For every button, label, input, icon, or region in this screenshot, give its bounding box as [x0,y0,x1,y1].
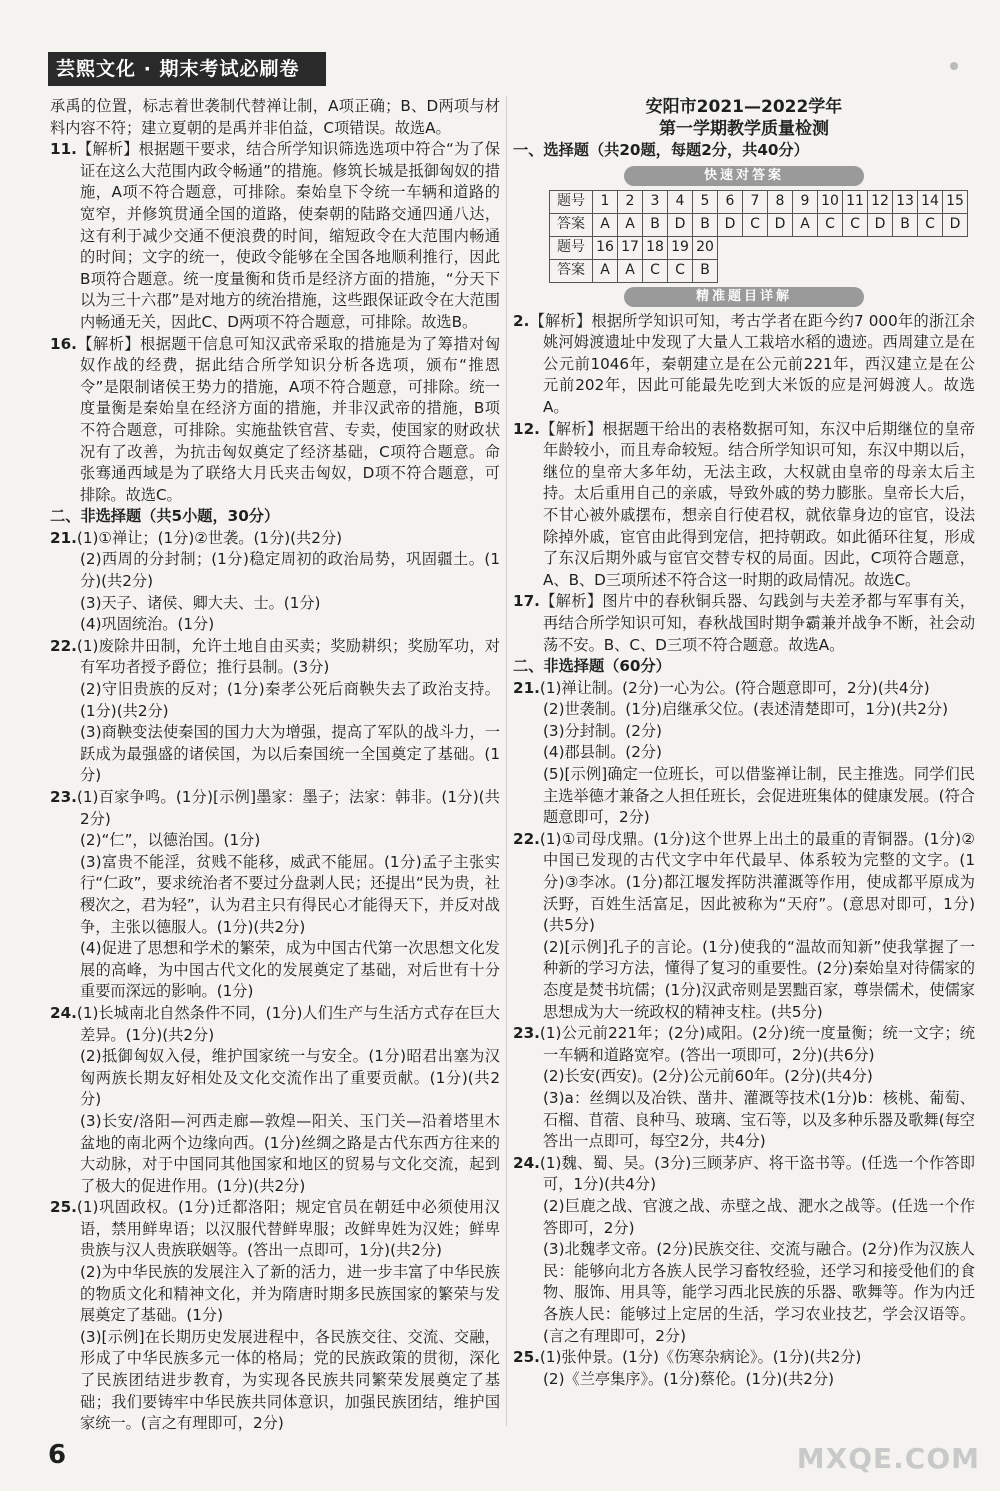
answer-subitem: (3)a：丝绸以及冶铁、凿井、灌溉等技术(1分)b：核桃、葡萄、石榴、苜蓿、良种马、玻璃、宝石等，以及多种乐器及歌舞(每空答出一点即可，每空2分，共4分) [543,1088,975,1151]
answer-table-cell: 7 [743,190,768,213]
answer-text: (1)百家争鸣。(1分)[示例]墨家：墨子；法家：韩非。(1分)(共2分) [76,788,500,828]
answer-text: (1)公元前221年；(2分)咸阳。(2分)统一度量衡；统一文字；统一车辆和道路宽窄。(答出一项即可，2分)(共6分) [539,1024,975,1064]
answer-subitem: (4)促进了思想和学术的繁荣，成为中国古代第一次思想文化发展的高峰，为中国古代文化的发展奠定了基础，对后世有十分重要而深远的影响。(1分) [80,939,500,1001]
watermark: MXQE.COM [796,1442,980,1475]
answer-subitem: (2)巨鹿之战、官渡之战、赤壁之战、淝水之战等。(任选一个作答即可，2分) [543,1196,975,1237]
answer-table-cell: D [718,213,743,236]
answer-table-cell: 9 [793,190,818,213]
answer-table-cell: C [643,259,668,282]
answer-table-cell: 18 [643,236,668,259]
exam-title-line2: 第一学期教学质量检测 [659,119,829,139]
answer-text: 【解析】根据题干信息可知汉武帝采取的措施是为了筹措对匈奴作战的经费，据此结合所学知识分析各选项，颁布“推恩令”是限制诸侯王势力的措施，A项不符合题意，可排除。统一度量衡是秦始皇在经济方面的措施，并非汉武帝的措施，B项不符合题意，可排除。实施盐铁官营、专卖，使国家的财政状况有了改善，为抗击匈奴奠定了经济基础，C项符合题意。命张骞通西域是为了联络大月氏夹击匈奴，D项不符合题意，可排除。故选C。 [76,334,500,504]
answer-table-row [550,236,968,259]
answer-table-cell: C [668,259,693,282]
answer-table-cell: C [918,213,943,236]
answer-subitem: (3)长安/洛阳—河西走廊—敦煌—阳关、玉门关—沿着塔里木盆地的南北两个边缘向西。(1分)丝绸之路是古代东西方往来的大动脉，对于中国同其他国家和地区的贸易与文化交流，起到了极大的促进作用。(1分)(共2分) [80,1111,500,1195]
answer-table-cell: 5 [693,190,718,213]
answer-table-cell: 8 [768,190,793,213]
answer-table-cell: 14 [918,190,943,213]
answer-item [50,787,500,830]
answer-table-cell: 10 [818,190,843,213]
answer-table-cell: 11 [843,190,868,213]
answer-table-cell: D [668,213,693,236]
answer-subitem: (2)为中华民族的发展注入了新的活力，进一步丰富了中华民族的物质文化和精神文化，并为隋唐时期多民族国家的繁荣与发展奠定了基础。(1分) [80,1263,500,1325]
answer-text: 【解析】根据所学知识可知，考古学者在距今约7 000年的浙江余姚河姆渡遗址中发现了大量人工栽培水稻的遗迹。西周建立是在公元前1046年，秦朝建立是在公元前221年，西汉建立是在公元前202年，因此可能最先吃到大米饭的应是河姆渡人。故选A。 [529,311,975,416]
question-number: 16. [50,334,77,353]
answer-subitem: (2)西周的分封制；(1分)稳定周初的政治局势，巩固疆土。(1分)(共2分) [80,550,500,591]
page-number: 6 [48,1440,67,1470]
answer-table-row [550,259,968,282]
answer-table-cell: A [618,213,643,236]
answer-table-cell: 20 [693,236,718,259]
question-number: 25. [513,1348,540,1367]
answer-table [549,190,968,283]
answer-table-cell: C [818,213,843,236]
answer-subitem: (2)守旧贵族的反对；(1分)秦孝公死后商鞅失去了政治支持。(1分)(共2分) [80,680,500,720]
exam-title-line1: 安阳市2021—2022学年 [645,97,843,117]
answer-subitem: (3)分封制。(2分) [543,721,662,740]
question-number: 22. [50,636,77,655]
answer-table-cell: C [743,213,768,236]
answer-table-cell: 16 [593,236,618,259]
answer-table-cell: A [593,259,618,282]
answer-table-cell: A [793,213,818,236]
answer-table-row [550,190,968,213]
answer-subitem: (2)世袭制。(1分)启继承父位。(表述清楚即可，1分)(共2分) [543,700,948,719]
answer-table-label: 题号 [550,236,593,259]
answer-table-cell: B [693,259,718,282]
answer-table-cell: A [618,259,643,282]
answer-item [513,591,975,656]
answer-subitem: (3)富贵不能淫，贫贱不能移，威武不能屈。(1分)孟子主张实行“仁政”，要求统治者不要过分盘剥人民；还提出“民为贵，社稷次之，君为轻”，认为君主只有得民心才能得天下，并反对战争，主张以德服人。(1分)(共2分) [80,852,500,936]
question-number: 24. [50,1003,77,1022]
question-number: 11. [50,140,77,159]
answer-subitem: (2)[示例]孔子的言论。(1分)使我的“温故而知新”使我掌握了一种新的学习方法，懂得了复习的重要性。(2分)秦始皇对待儒家的态度是焚书坑儒；(1分)汉武帝则是罢黜百家，尊崇儒术，使儒家思想成为大一统政权的精神支柱。(共5分) [543,937,975,1021]
answer-table-cell: 13 [893,190,918,213]
answer-item [50,636,500,679]
answer-text: (1)巩固政权。(1分)迁都洛阳；规定官员在朝廷中必须使用汉语，禁用鲜卑语；以汉服代替鲜卑服；改鲜卑姓为汉姓；鲜卑贵族与汉人贵族联姻等。(答出一点即可，1分)(共2分) [76,1198,500,1260]
answer-item [50,139,500,333]
decorative-dot-icon [950,62,958,70]
answer-subitem: (4)巩固统治。(1分) [80,615,215,634]
answer-table-cell: D [868,213,893,236]
answer-table-cell: 2 [618,190,643,213]
answer-item [50,334,500,507]
question-number: 21. [513,678,540,697]
answer-table-cell: 6 [718,190,743,213]
question-number: 22. [513,829,540,848]
answer-table-cell: 12 [868,190,893,213]
answer-subitem: (5)[示例]确定一位班长，可以借鉴禅让制，民主推选。同学们民主选举德才兼备之人担任班长，会促进班集体的健康发展。(符合题意即可，2分) [543,765,975,827]
answer-table-label: 答案 [550,259,593,282]
question-number: 23. [513,1024,540,1043]
answer-table-cell: 17 [618,236,643,259]
question-number: 2. [513,311,530,330]
answer-text: (1)魏、蜀、吴。(3分)三顾茅庐、将干盗书等。(任选一个作答即可，1分)(共4分) [539,1153,975,1194]
answer-table-cell: 19 [668,236,693,259]
answer-table-cell: 15 [943,190,968,213]
answer-item [513,1347,975,1369]
answer-table-cell: B [893,213,918,236]
section-heading: 二、非选择题（共5小题，30分） [50,507,280,526]
answer-item [513,311,975,419]
answer-table-label: 答案 [550,213,593,236]
question-number: 17. [513,592,540,611]
answer-text: (1)废除井田制，允许土地自由买卖；奖励耕织；奖励军功，对有军功者授予爵位；推行县制。(3分) [76,636,500,677]
answer-text: (1)张仲景。(1分)《伤寒杂病论》。(1分)(共2分) [539,1348,862,1367]
answer-item [50,528,500,550]
answer-subitem: (3)天子、诸侯、卿大夫、士。(1分) [80,593,321,612]
answer-table-cell: A [593,213,618,236]
question-number: 24. [513,1153,540,1172]
answer-item [513,829,975,937]
answer-table-row [550,213,968,236]
answer-table-cell: 1 [593,190,618,213]
answer-subitem: (2)抵御匈奴入侵，维护国家统一与安全。(1分)昭君出塞为汉匈两族长期友好相处及文化交流作出了重要贡献。(1分)(共2分) [80,1047,500,1109]
answer-subitem: (2)“仁”，以德治国。(1分) [80,831,261,850]
answer-subitem: (3)北魏孝文帝。(2分)民族交往、交流与融合。(2分)作为汉族人民：能够向北方各族人民学习畜牧经验，还学习和接受他们的食物、服饰、用具等，能学习西北民族的乐器、歌舞等。作为内迁各族人民：能够过上定居的生活，学习农业技艺，学会汉语等。(言之有理即可，2分) [543,1240,975,1345]
answer-subitem: (2)《兰亭集序》。(1分)蔡伦。(1分)(共2分) [543,1369,835,1388]
answer-text: (1)长城南北自然条件不同，(1分)人们生产与生活方式存在巨大差异。(1分)(共2分) [76,1003,500,1044]
left-column [50,96,500,1435]
question-number: 21. [50,528,77,547]
answer-text: 【解析】根据题干给出的表格数据可知，东汉中后期继位的皇帝年龄较小，而且寿命较短。结合所学知识可知，东汉中期以后，继位的皇帝大多年幼，无法主政，大权就由皇帝的母亲太后主持。太后重用自己的亲戚，导致外戚的势力膨胀。皇帝长大后，不甘心被外戚摆布，想亲自行使君权，就依靠身边的宦官，设法除掉外戚，宦官由此得到宠信，把持朝政。如此循环往复，形成了东汉后期外戚与宦官交替专权的局面。因此，C项符合题意，A、B、D三项所述不符合这一时期的政局情况。故选C。 [539,419,975,589]
answer-table-label: 题号 [550,190,593,213]
right-answers [513,311,975,1391]
answer-subitem: (3)商鞅变法使秦国的国力大为增强，提高了军队的战斗力，一跃成为最强盛的诸侯国，为以后秦国统一全国奠定了基础。(1分) [80,723,500,785]
answer-item [513,1153,975,1196]
answer-item [50,1003,500,1046]
section-choice-heading: 一、选择题（共20题，每题2分，共40分） [513,141,809,159]
answer-item [50,1197,500,1262]
quick-answer-banner: 快速对答案 [624,166,864,186]
answer-subitem: (2)长安(西安)。(2分)公元前60年。(2分)(共4分) [543,1067,873,1086]
book-header-title: 芸熙文化 · 期末考试必刷卷 [48,52,326,86]
answer-text: (1)①司母戊鼎。(1分)这个世界上出土的最重的青铜器。(1分)②中国已发现的古代文字中年代最早、体系较为完整的文字。(1分)③李冰。(1分)都江堰发挥防洪灌溉等作用，使成都平原成为沃野，百姓生活富足，因此被称为“天府”。(意思对即可，1分)(共5分) [539,829,975,935]
answer-table-cell: C [843,213,868,236]
answer-text: (1)禅让制。(2分)一心为公。(符合题意即可，2分)(共4分) [539,678,930,697]
question-number: 12. [513,419,540,438]
right-column [513,96,975,1390]
answer-item [513,1023,975,1066]
answer-text: 【解析】根据题干要求，结合所学知识筛选选项中符合“为了保证在这么大范围内政令畅通”的措施。修筑长城是抵御匈奴的措施，A项不符合题意，可排除。秦始皇下令统一车辆和道路的宽窄，并修筑贯通全国的道路，使秦朝的陆路交通四通八达，这有利于减少交通不便浪费的时间，缩短政令在大范围内畅通的时间；文字的统一，使政令能够在全国各地顺利推行，因此B项符合题意。统一度量衡和货币是经济方面的措施，“分天下以为三十六郡”是对地方的统治措施，这些跟保证政令在大范围内畅通无关，因此C、D两项不符合题意，可排除。故选B。 [76,140,500,331]
answer-table-cell: 3 [643,190,668,213]
section-heading: 二、非选择题（60分） [513,657,671,676]
answer-table-cell: B [693,213,718,236]
answer-text: (1)①禅让；(1分)②世袭。(1分)(共2分) [76,528,343,547]
answer-item [513,678,975,700]
answer-text: 【解析】图片中的春秋铜兵器、勾践剑与夫差矛都与军事有关，再结合所学知识可知，春秋战国时期争霸兼并战争不断，社会动荡不安。B、C、D三项不符合题意。故选A。 [539,592,975,654]
answer-table-cell: D [943,213,968,236]
answer-paragraph: 承禹的位置，标志着世袭制代替禅让制，A项正确；B、D两项与材料内容不符；建立夏朝的是禹并非伯益，C项错误。故选A。 [50,97,500,137]
answer-item [513,419,975,592]
question-number: 25. [50,1198,77,1217]
column-divider [506,96,507,1426]
answer-subitem: (4)郡县制。(2分) [543,743,662,762]
detailed-explanation-banner: 精准题目详解 [624,287,864,307]
answer-table-cell: 4 [668,190,693,213]
answer-table-cell: D [768,213,793,236]
answer-subitem: (3)[示例]在长期历史发展进程中，各民族交往、交流、交融，形成了中华民族多元一体的格局；党的民族政策的贯彻，深化了民族团结进步教育，为实现各民族共同繁荣发展奠定了基础；我们要铸牢中华民族共同体意识，加强民族团结，维护国家统一。(言之有理即可，2分) [80,1327,500,1433]
answer-table-cell: B [643,213,668,236]
question-number: 23. [50,788,77,806]
